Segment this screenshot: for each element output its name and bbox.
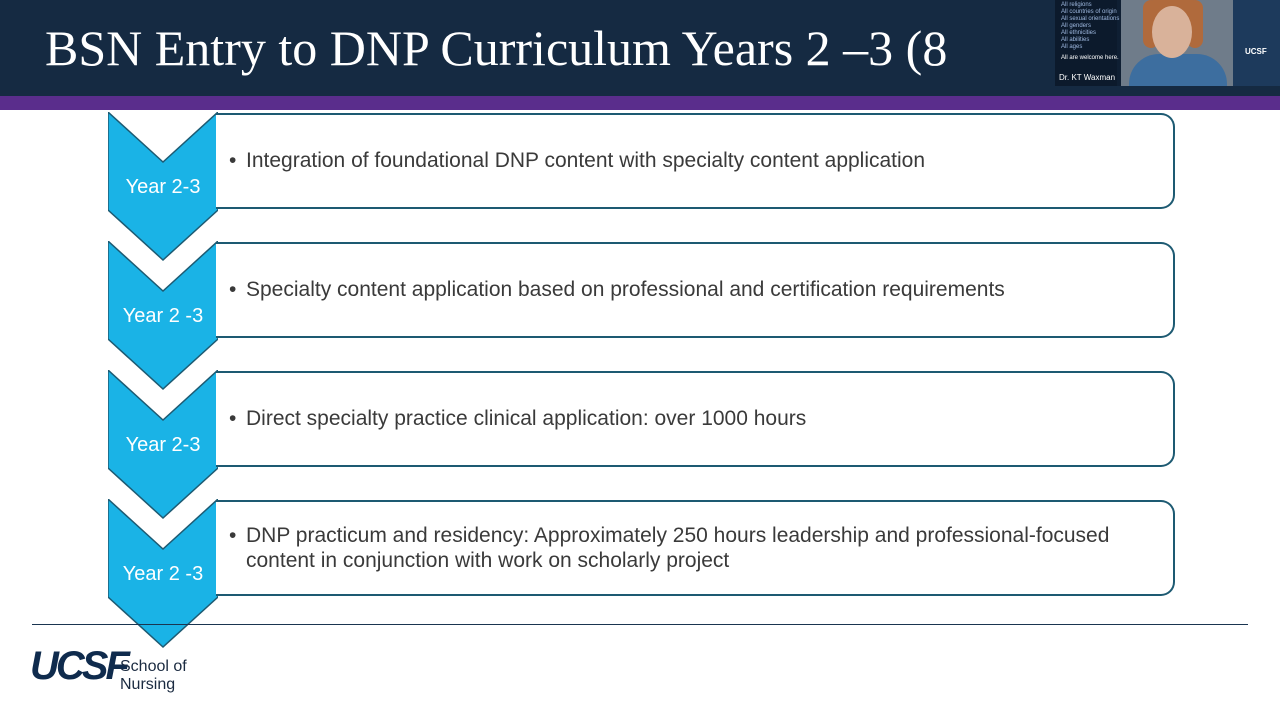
content-text-4: DNP practicum and residency: Approximately 250 hours leadership and professional-focused content in conjunction with work on scholarly project bbox=[246, 524, 1110, 572]
accent-bar bbox=[0, 96, 1280, 110]
bullet-4: • bbox=[229, 524, 237, 547]
footer-divider bbox=[32, 624, 1248, 625]
presenter-shoulders bbox=[1129, 54, 1227, 86]
school-line-2: Nursing bbox=[120, 676, 176, 693]
bullet-3: • bbox=[229, 407, 237, 430]
sign-line-4: All genders bbox=[1061, 23, 1092, 29]
school-name bbox=[120, 658, 187, 694]
sign-line-2: All countries of origin bbox=[1061, 9, 1117, 15]
year-label-3: Year 2-3 bbox=[125, 434, 201, 456]
year-label-2: Year 2 -3 bbox=[122, 305, 204, 327]
content-text-1: Integration of foundational DNP content with specialty content application bbox=[246, 149, 926, 172]
bullet-1: • bbox=[229, 149, 237, 172]
sign-line-8: All are welcome here. bbox=[1061, 55, 1119, 61]
slide-title: BSN Entry to DNP Curriculum Years 2 –3 (8 bbox=[45, 20, 948, 76]
presenter-name: Dr. KT Waxman bbox=[1059, 73, 1116, 82]
year-label-4: Year 2 -3 bbox=[122, 563, 204, 585]
sign-line-6: All abilities bbox=[1061, 37, 1090, 43]
content-text-3: Direct specialty practice clinical application: over 1000 hours bbox=[246, 407, 807, 430]
sign-line-5: All ethnicities bbox=[1061, 30, 1097, 36]
year-label-1: Year 2-3 bbox=[125, 176, 201, 198]
video-ucsf-logo: UCSF bbox=[1245, 47, 1267, 56]
sign-line-1: All religions bbox=[1061, 2, 1092, 8]
ucsf-logo: UCSF bbox=[30, 644, 127, 688]
video-right-panel bbox=[1233, 0, 1280, 86]
presenter-video[interactable] bbox=[1055, 0, 1280, 86]
sign-line-3: All sexual orientations bbox=[1061, 16, 1120, 22]
content-text-2: Specialty content application based on professional and certification requirements bbox=[246, 278, 1005, 301]
school-line-1: School of bbox=[120, 658, 187, 675]
presenter-face bbox=[1152, 6, 1192, 58]
sign-line-7: All ages bbox=[1061, 44, 1083, 50]
bullet-2: • bbox=[229, 278, 237, 301]
